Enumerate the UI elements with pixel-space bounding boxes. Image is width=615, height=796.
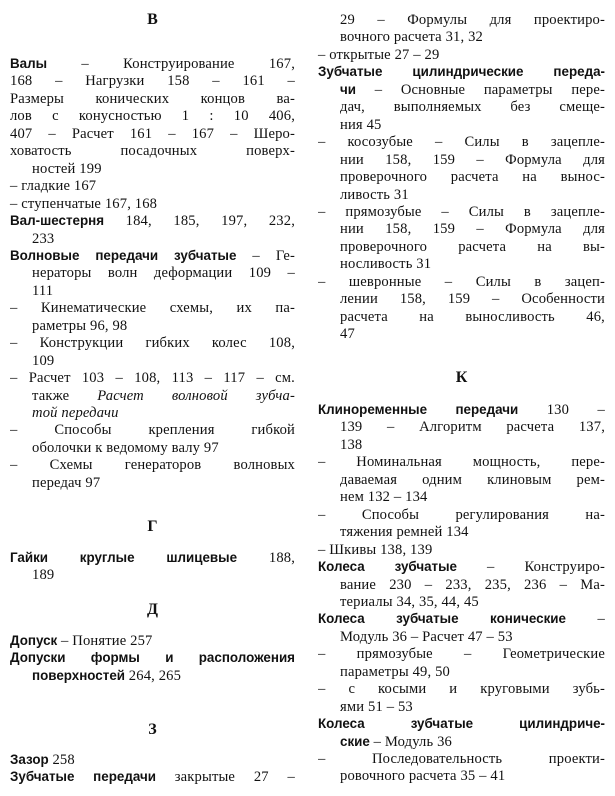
index-text: – Ге- bbox=[236, 247, 295, 264]
index-text: тяжения ремней 134 bbox=[340, 524, 469, 541]
index-line bbox=[32, 231, 295, 247]
index-line bbox=[340, 768, 605, 784]
section-letter: К bbox=[455, 369, 468, 386]
index-text: – Конструиро- bbox=[457, 559, 605, 576]
index-line bbox=[340, 239, 605, 256]
index-line bbox=[340, 29, 605, 45]
index-text: 29 – Формулы для проектиро- bbox=[340, 12, 605, 28]
index-line bbox=[340, 326, 605, 342]
index-headword: Зубчатые передачи bbox=[10, 769, 156, 785]
index-line bbox=[10, 370, 295, 387]
index-text: – Расчет 103 – 108, 113 – 117 – см. bbox=[10, 370, 295, 387]
index-text: 111 bbox=[32, 282, 54, 299]
index-text: 189 bbox=[32, 567, 55, 584]
index-line bbox=[32, 161, 295, 177]
index-text: вание 230 – 233, 235, 236 – Ма- bbox=[340, 576, 605, 593]
index-line bbox=[318, 274, 605, 291]
index-line bbox=[340, 419, 605, 436]
index-line bbox=[340, 309, 605, 326]
index-line bbox=[32, 475, 295, 491]
index-cross-ref: той передачи bbox=[32, 405, 119, 421]
index-text: – косозубые – Силы в зацепле- bbox=[318, 134, 605, 151]
index-headword: Клиноременные передачи bbox=[318, 402, 519, 417]
index-text: закрытые 27 – bbox=[155, 769, 295, 786]
index-text: – Конструирование 167, bbox=[47, 56, 295, 72]
index-headword: Гайки круглые шлицевые bbox=[10, 550, 238, 565]
index-text: – открытые 27 – 29 bbox=[318, 46, 440, 63]
index-line bbox=[32, 440, 295, 456]
index-text: – Способы регулирования на- bbox=[318, 506, 605, 523]
index-line bbox=[32, 668, 295, 684]
index-line bbox=[10, 422, 295, 439]
index-line bbox=[10, 56, 295, 73]
index-text: Размеры конических концов ва- bbox=[10, 90, 295, 107]
index-line bbox=[340, 699, 605, 715]
index-line bbox=[10, 457, 295, 474]
section-letter: Д bbox=[146, 601, 158, 618]
index-line bbox=[10, 752, 295, 768]
index-text: ния 45 bbox=[340, 116, 382, 133]
index-line bbox=[10, 196, 295, 212]
index-line bbox=[340, 256, 605, 272]
index-line bbox=[318, 716, 605, 733]
index-text: – гладкие 167 bbox=[10, 178, 97, 195]
index-line bbox=[32, 318, 295, 334]
index-line bbox=[340, 291, 605, 308]
index-line bbox=[340, 734, 605, 750]
index-text: – шевронные – Силы в зацеп- bbox=[318, 273, 605, 290]
index-headword: чи bbox=[340, 81, 357, 97]
index-text: – Номинальная мощность, пере- bbox=[318, 454, 605, 471]
index-text: – Последовательность проекти- bbox=[318, 751, 605, 767]
index-text: 258 bbox=[48, 752, 75, 768]
index-line bbox=[10, 91, 295, 108]
index-text: носливость 31 bbox=[340, 256, 432, 273]
index-cross-ref: Расчет волновой зубча- bbox=[97, 387, 295, 404]
index-text: проверочного расчета на вы- bbox=[340, 238, 605, 255]
index-line bbox=[318, 611, 605, 628]
index-headword: Зазор bbox=[10, 752, 49, 767]
index-line bbox=[340, 524, 605, 540]
index-line bbox=[10, 178, 295, 194]
index-text: также bbox=[32, 387, 98, 404]
index-headword: Колеса зубчатые конические bbox=[318, 611, 566, 627]
index-headword: поверхностей bbox=[32, 667, 125, 683]
index-line bbox=[318, 134, 605, 151]
section-letter: В bbox=[147, 11, 158, 28]
index-text: Модуль 36 – Расчет 47 – 53 bbox=[340, 628, 513, 645]
index-text: ховатость посадочных поверх- bbox=[10, 143, 295, 160]
index-line bbox=[340, 472, 605, 489]
index-line bbox=[340, 169, 605, 186]
index-text: нем 132 – 134 bbox=[340, 489, 428, 506]
index-line bbox=[340, 664, 605, 680]
index-line bbox=[10, 73, 295, 90]
index-line bbox=[10, 550, 295, 567]
index-line bbox=[340, 489, 605, 505]
index-text: 233 bbox=[32, 230, 55, 247]
index-line bbox=[10, 300, 295, 317]
index-line bbox=[340, 629, 605, 645]
index-line bbox=[10, 143, 295, 160]
index-line bbox=[340, 221, 605, 238]
index-headword: Зубчатые цилиндрические переда- bbox=[318, 64, 605, 80]
index-text: даваемая одним клиновым рем- bbox=[340, 471, 605, 488]
index-line bbox=[32, 353, 295, 369]
index-text: 47 bbox=[340, 326, 355, 343]
section-letter: Г bbox=[147, 518, 158, 535]
index-text: оболочки к ведомому валу 97 bbox=[32, 439, 219, 456]
index-text: – Понятие 257 bbox=[57, 633, 153, 649]
index-line bbox=[318, 507, 605, 524]
index-text: 109 bbox=[32, 352, 55, 369]
index-line bbox=[318, 559, 605, 576]
index-text: ностей 199 bbox=[32, 160, 102, 177]
index-text: – bbox=[565, 611, 605, 628]
index-text: – Способы крепления гибкой bbox=[10, 422, 295, 439]
section-letter: З bbox=[148, 721, 157, 738]
index-text: лов с конусностью 1 : 10 406, bbox=[10, 108, 295, 125]
index-text: – ступенчатые 167, 168 bbox=[10, 195, 158, 212]
index-text: – с косыми и круговыми зубь- bbox=[318, 681, 605, 698]
index-line bbox=[318, 751, 605, 768]
index-text: ровочного расчета 35 – 41 bbox=[340, 768, 506, 785]
index-line bbox=[318, 402, 605, 419]
index-line bbox=[10, 213, 295, 230]
index-text: – Основные параметры пере- bbox=[356, 81, 605, 98]
index-text: вочного расчета 31, 32 bbox=[340, 29, 483, 46]
index-line bbox=[318, 646, 605, 663]
index-line bbox=[10, 633, 295, 649]
index-text: ливость 31 bbox=[340, 186, 409, 203]
index-text: дач, выполняемых без смеще- bbox=[340, 99, 605, 116]
index-text: – Модуль 36 bbox=[369, 733, 452, 750]
index-text: передач 97 bbox=[32, 474, 101, 491]
index-line bbox=[32, 405, 295, 421]
index-text: проверочного расчета на вынос- bbox=[340, 169, 605, 186]
index-text: – Шкивы 138, 139 bbox=[318, 541, 433, 558]
index-text: 184, 185, 197, 232, bbox=[104, 213, 295, 230]
index-line bbox=[10, 650, 295, 667]
index-line bbox=[10, 126, 295, 143]
index-text: нераторы волн деформации 109 – bbox=[32, 265, 295, 282]
index-text: ями 51 – 53 bbox=[340, 698, 413, 715]
index-line bbox=[340, 152, 605, 169]
index-line bbox=[32, 567, 295, 583]
index-line bbox=[340, 187, 605, 203]
index-headword: Волновые передачи зубчатые bbox=[10, 247, 237, 263]
index-text: 188, bbox=[237, 550, 295, 566]
index-line bbox=[10, 335, 295, 352]
index-headword: Колеса зубчатые bbox=[318, 559, 458, 575]
index-text: расчета на выносливость 46, bbox=[340, 308, 605, 325]
index-line bbox=[318, 64, 605, 81]
index-line bbox=[32, 265, 295, 282]
index-line bbox=[10, 769, 295, 786]
index-headword: Вал-шестерня bbox=[10, 213, 105, 229]
index-text: 264, 265 bbox=[125, 667, 182, 684]
index-line bbox=[318, 47, 605, 63]
index-line bbox=[340, 12, 605, 29]
index-text: 168 – Нагрузки 158 – 161 – bbox=[10, 73, 295, 90]
index-line bbox=[340, 82, 605, 99]
index-headword: ские bbox=[340, 733, 370, 749]
index-text: параметры 49, 50 bbox=[340, 663, 450, 680]
index-headword: Колеса зубчатые цилиндриче- bbox=[318, 716, 605, 732]
index-text: – прямозубые – Геометрические bbox=[318, 646, 605, 663]
index-text: 139 – Алгоритм расчета 137, bbox=[340, 419, 605, 436]
index-line bbox=[318, 542, 605, 558]
index-line bbox=[10, 248, 295, 265]
index-text: 130 – bbox=[518, 402, 605, 418]
index-line bbox=[340, 99, 605, 116]
index-text: териалы 34, 35, 44, 45 bbox=[340, 593, 479, 610]
index-text: – Кинематические схемы, их па- bbox=[10, 300, 295, 317]
index-line bbox=[318, 204, 605, 221]
index-line bbox=[318, 454, 605, 471]
index-headword: Допуски формы и расположения bbox=[10, 650, 295, 666]
index-text: 407 – Расчет 161 – 167 – Шеро- bbox=[10, 125, 295, 142]
index-line bbox=[340, 437, 605, 453]
index-text: раметры 96, 98 bbox=[32, 317, 128, 334]
index-line bbox=[340, 594, 605, 610]
index-headword: Допуск bbox=[10, 633, 58, 648]
index-line bbox=[32, 388, 295, 405]
index-text: – Схемы генераторов волновых bbox=[10, 457, 295, 474]
index-headword: Валы bbox=[10, 56, 48, 71]
index-text: – Конструкции гибких колес 108, bbox=[10, 335, 295, 352]
index-line bbox=[318, 681, 605, 698]
index-text: нии 158, 159 – Формула для bbox=[340, 151, 605, 168]
index-line bbox=[10, 108, 295, 125]
index-text: лении 158, 159 – Особенности bbox=[340, 291, 605, 308]
index-text: 138 bbox=[340, 436, 363, 453]
index-text: нии 158, 159 – Формула для bbox=[340, 221, 605, 238]
index-line bbox=[32, 283, 295, 299]
index-line bbox=[340, 117, 605, 133]
index-line bbox=[340, 577, 605, 594]
index-text: – прямозубые – Силы в зацепле- bbox=[318, 203, 605, 220]
